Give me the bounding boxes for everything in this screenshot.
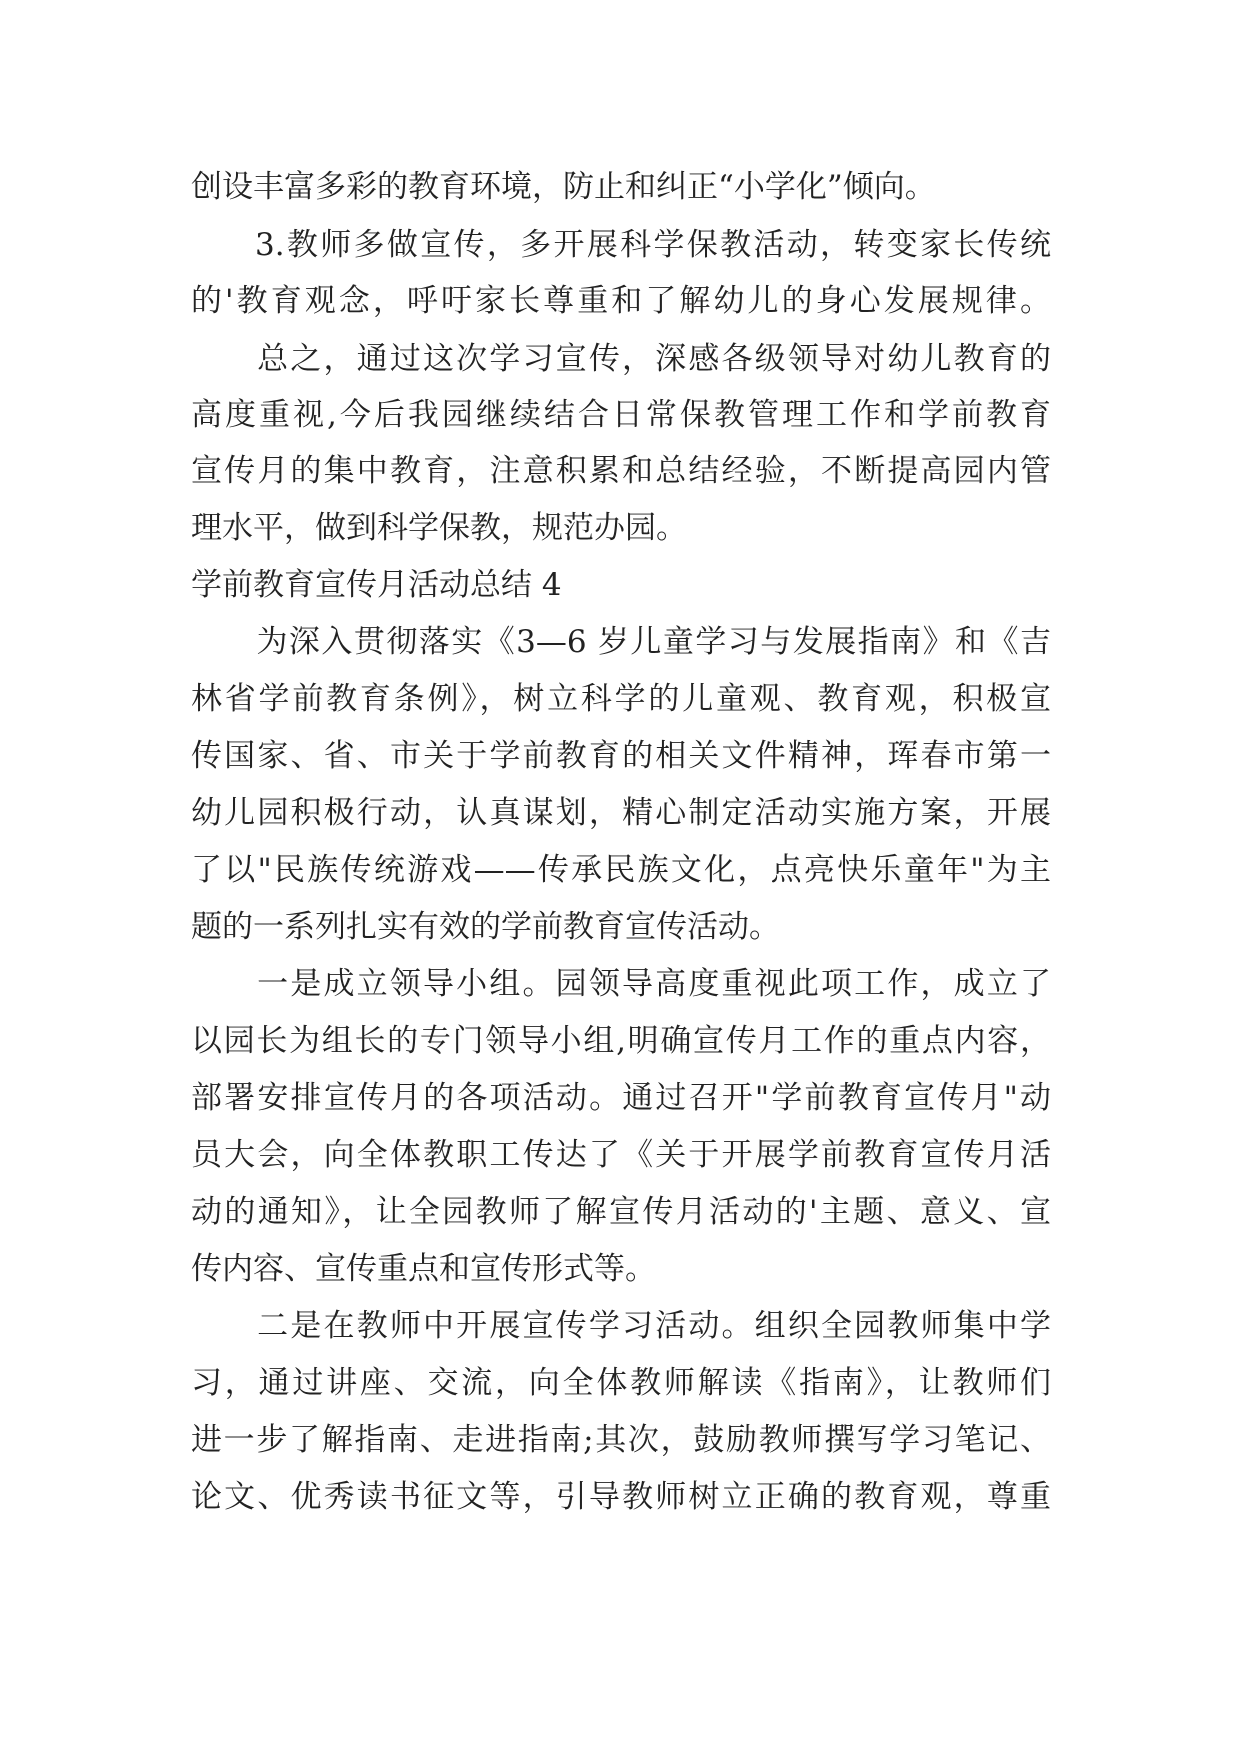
text-line: 一是成立领导小组。园领导高度重视此项工作，成立了 xyxy=(255,966,1051,1002)
text-line: 幼儿园积极行动，认真谋划，精心制定活动实施方案，开展 xyxy=(191,795,1051,831)
text-line: 创设丰富多彩的教育环境，防止和纠正“小学化”倾向。 xyxy=(191,169,936,205)
text-line: 高度重视,今后我园继续结合日常保教管理工作和学前教育 xyxy=(191,397,1051,433)
text-line: 二是在教师中开展宣传学习活动。组织全园教师集中学 xyxy=(255,1308,1051,1344)
text-line: 了以"民族传统游戏——传承民族文化，点亮快乐童年"为主 xyxy=(191,852,1051,888)
text-line: 的'教育观念，呼吁家长尊重和了解幼儿的身心发展规律。 xyxy=(191,283,1051,319)
text-line: 林省学前教育条例》，树立科学的儿童观、教育观，积极宣 xyxy=(191,681,1051,717)
text-line: 以园长为组长的专门领导小组,明确宣传月工作的重点内容， xyxy=(191,1023,1051,1059)
text-line: 论文、优秀读书征文等，引导教师树立正确的教育观，尊重 xyxy=(191,1479,1051,1515)
text-line: 员大会，向全体教职工传达了《关于开展学前教育宣传月活 xyxy=(191,1137,1051,1173)
text-line: 总之，通过这次学习宣传，深感各级领导对幼儿教育的 xyxy=(255,341,1051,377)
text-line: 为深入贯彻落实《3—6 岁儿童学习与发展指南》和《吉 xyxy=(255,624,1051,660)
text-line: 传内容、宣传重点和宣传形式等。 xyxy=(191,1251,656,1287)
text-line: 习，通过讲座、交流，向全体教师解读《指南》，让教师们 xyxy=(191,1365,1051,1401)
text-line: 宣传月的集中教育，注意积累和总结经验，不断提高园内管 xyxy=(191,453,1051,489)
text-line: 动的通知》，让全园教师了解宣传月活动的'主题、意义、宣 xyxy=(191,1194,1051,1230)
text-line: 部署安排宣传月的各项活动。通过召开"学前教育宣传月"动 xyxy=(191,1080,1051,1116)
section-heading: 学前教育宣传月活动总结 4 xyxy=(191,567,562,603)
text-line: 进一步了解指南、走进指南;其次，鼓励教师撰写学习笔记、 xyxy=(191,1422,1051,1458)
text-line: 传国家、省、市关于学前教育的相关文件精神，珲春市第一 xyxy=(191,738,1051,774)
text-line: 理水平，做到科学保教，规范办园。 xyxy=(191,510,687,546)
text-line: 题的一系列扎实有效的学前教育宣传活动。 xyxy=(191,909,780,945)
text-line: 3.教师多做宣传，多开展科学保教活动，转变家长传统 xyxy=(255,227,1051,263)
